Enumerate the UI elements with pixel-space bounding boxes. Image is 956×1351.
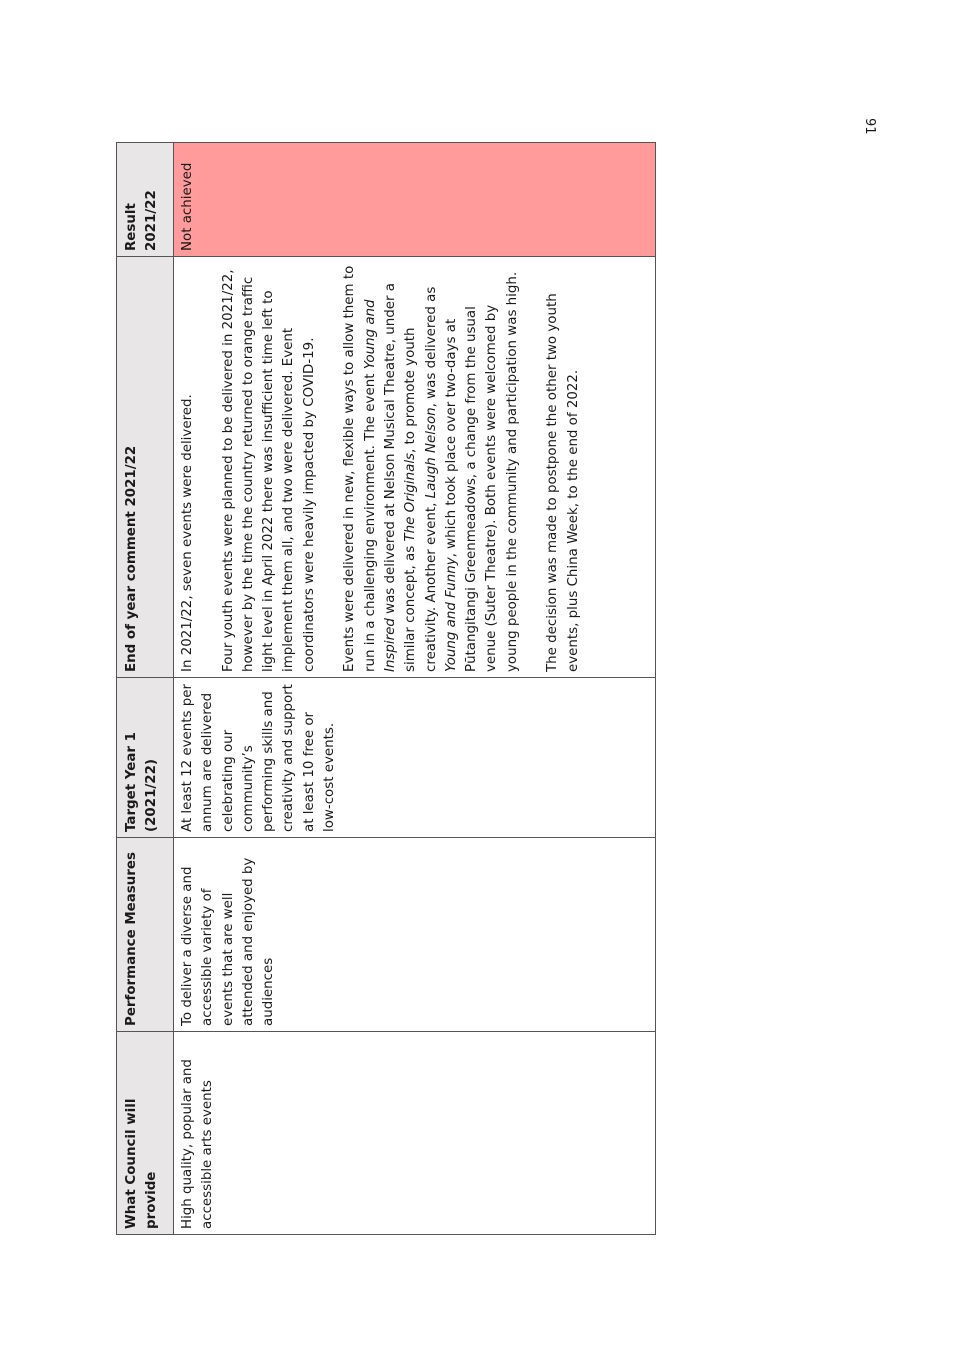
cell-comment: [174, 257, 656, 678]
header-comment: End of year comment 2021/22: [117, 257, 174, 678]
comment-text: Events were delivered in new, flexible ways to allow them to run in a challenging environment. The event: [342, 265, 378, 672]
table-row: [174, 143, 656, 1235]
comment-paragraph-1: In 2021/22, seven events were delivered.: [180, 394, 195, 672]
event-title-laugh-nelson: Laugh Nelson: [423, 407, 439, 499]
cell-result-status: Not achieved: [174, 143, 656, 257]
comment-text: , which took place over two-days at Pūtangitangi Greenmeadows, a change from the usual venue (Suter Theatre). Both events were welcomed by young people in the community and participation was high.: [443, 271, 520, 672]
comment-paragraph-2: Four youth events were planned to be delivered in 2021/22, however by the time the country returned to orange traffic light level in April 2022 there was insufficient time left to implement them all, and two were delivered. Event coordinators were heavily impacted by COVID-19.: [220, 269, 317, 672]
performance-table: [116, 142, 656, 1235]
header-target: Target Year 1 (2021/22): [117, 678, 174, 838]
comment-text: was delivered at Nelson Musical Theatre, under a similar concept, as: [382, 283, 419, 672]
table-header-row: [117, 143, 174, 1235]
rotated-table-frame: [116, 143, 720, 1235]
header-provide: What Council will provide: [117, 1032, 174, 1235]
page-number: 91: [862, 118, 877, 135]
comment-paragraph-3: [340, 262, 523, 672]
cell-provide: High quality, popular and accessible arts events: [174, 1032, 656, 1235]
header-result: Result 2021/22: [117, 143, 174, 257]
cell-target: At least 12 events per annum are delivered celebrating our community’s performing skills and creativity and support at least 10 free or low-cost events.: [174, 678, 656, 838]
comment-paragraph-4: The decision was made to postpone the other two youth events, plus China Week, to the end of 2022.: [545, 293, 581, 672]
event-title-young-and-funny: Young and Funny: [443, 557, 459, 672]
comment-text: , to promote youth creativity. Another event,: [403, 327, 439, 672]
event-title-young-and-inspired: Young and Inspired: [362, 299, 398, 672]
cell-measures: To deliver a diverse and accessible variety of events that are well attended and enjoyed by audiences: [174, 838, 656, 1032]
header-measures: Performance Measures: [117, 838, 174, 1032]
comment-text: , was delivered as: [423, 286, 439, 408]
event-title-the-originals: The Originals: [403, 452, 419, 542]
